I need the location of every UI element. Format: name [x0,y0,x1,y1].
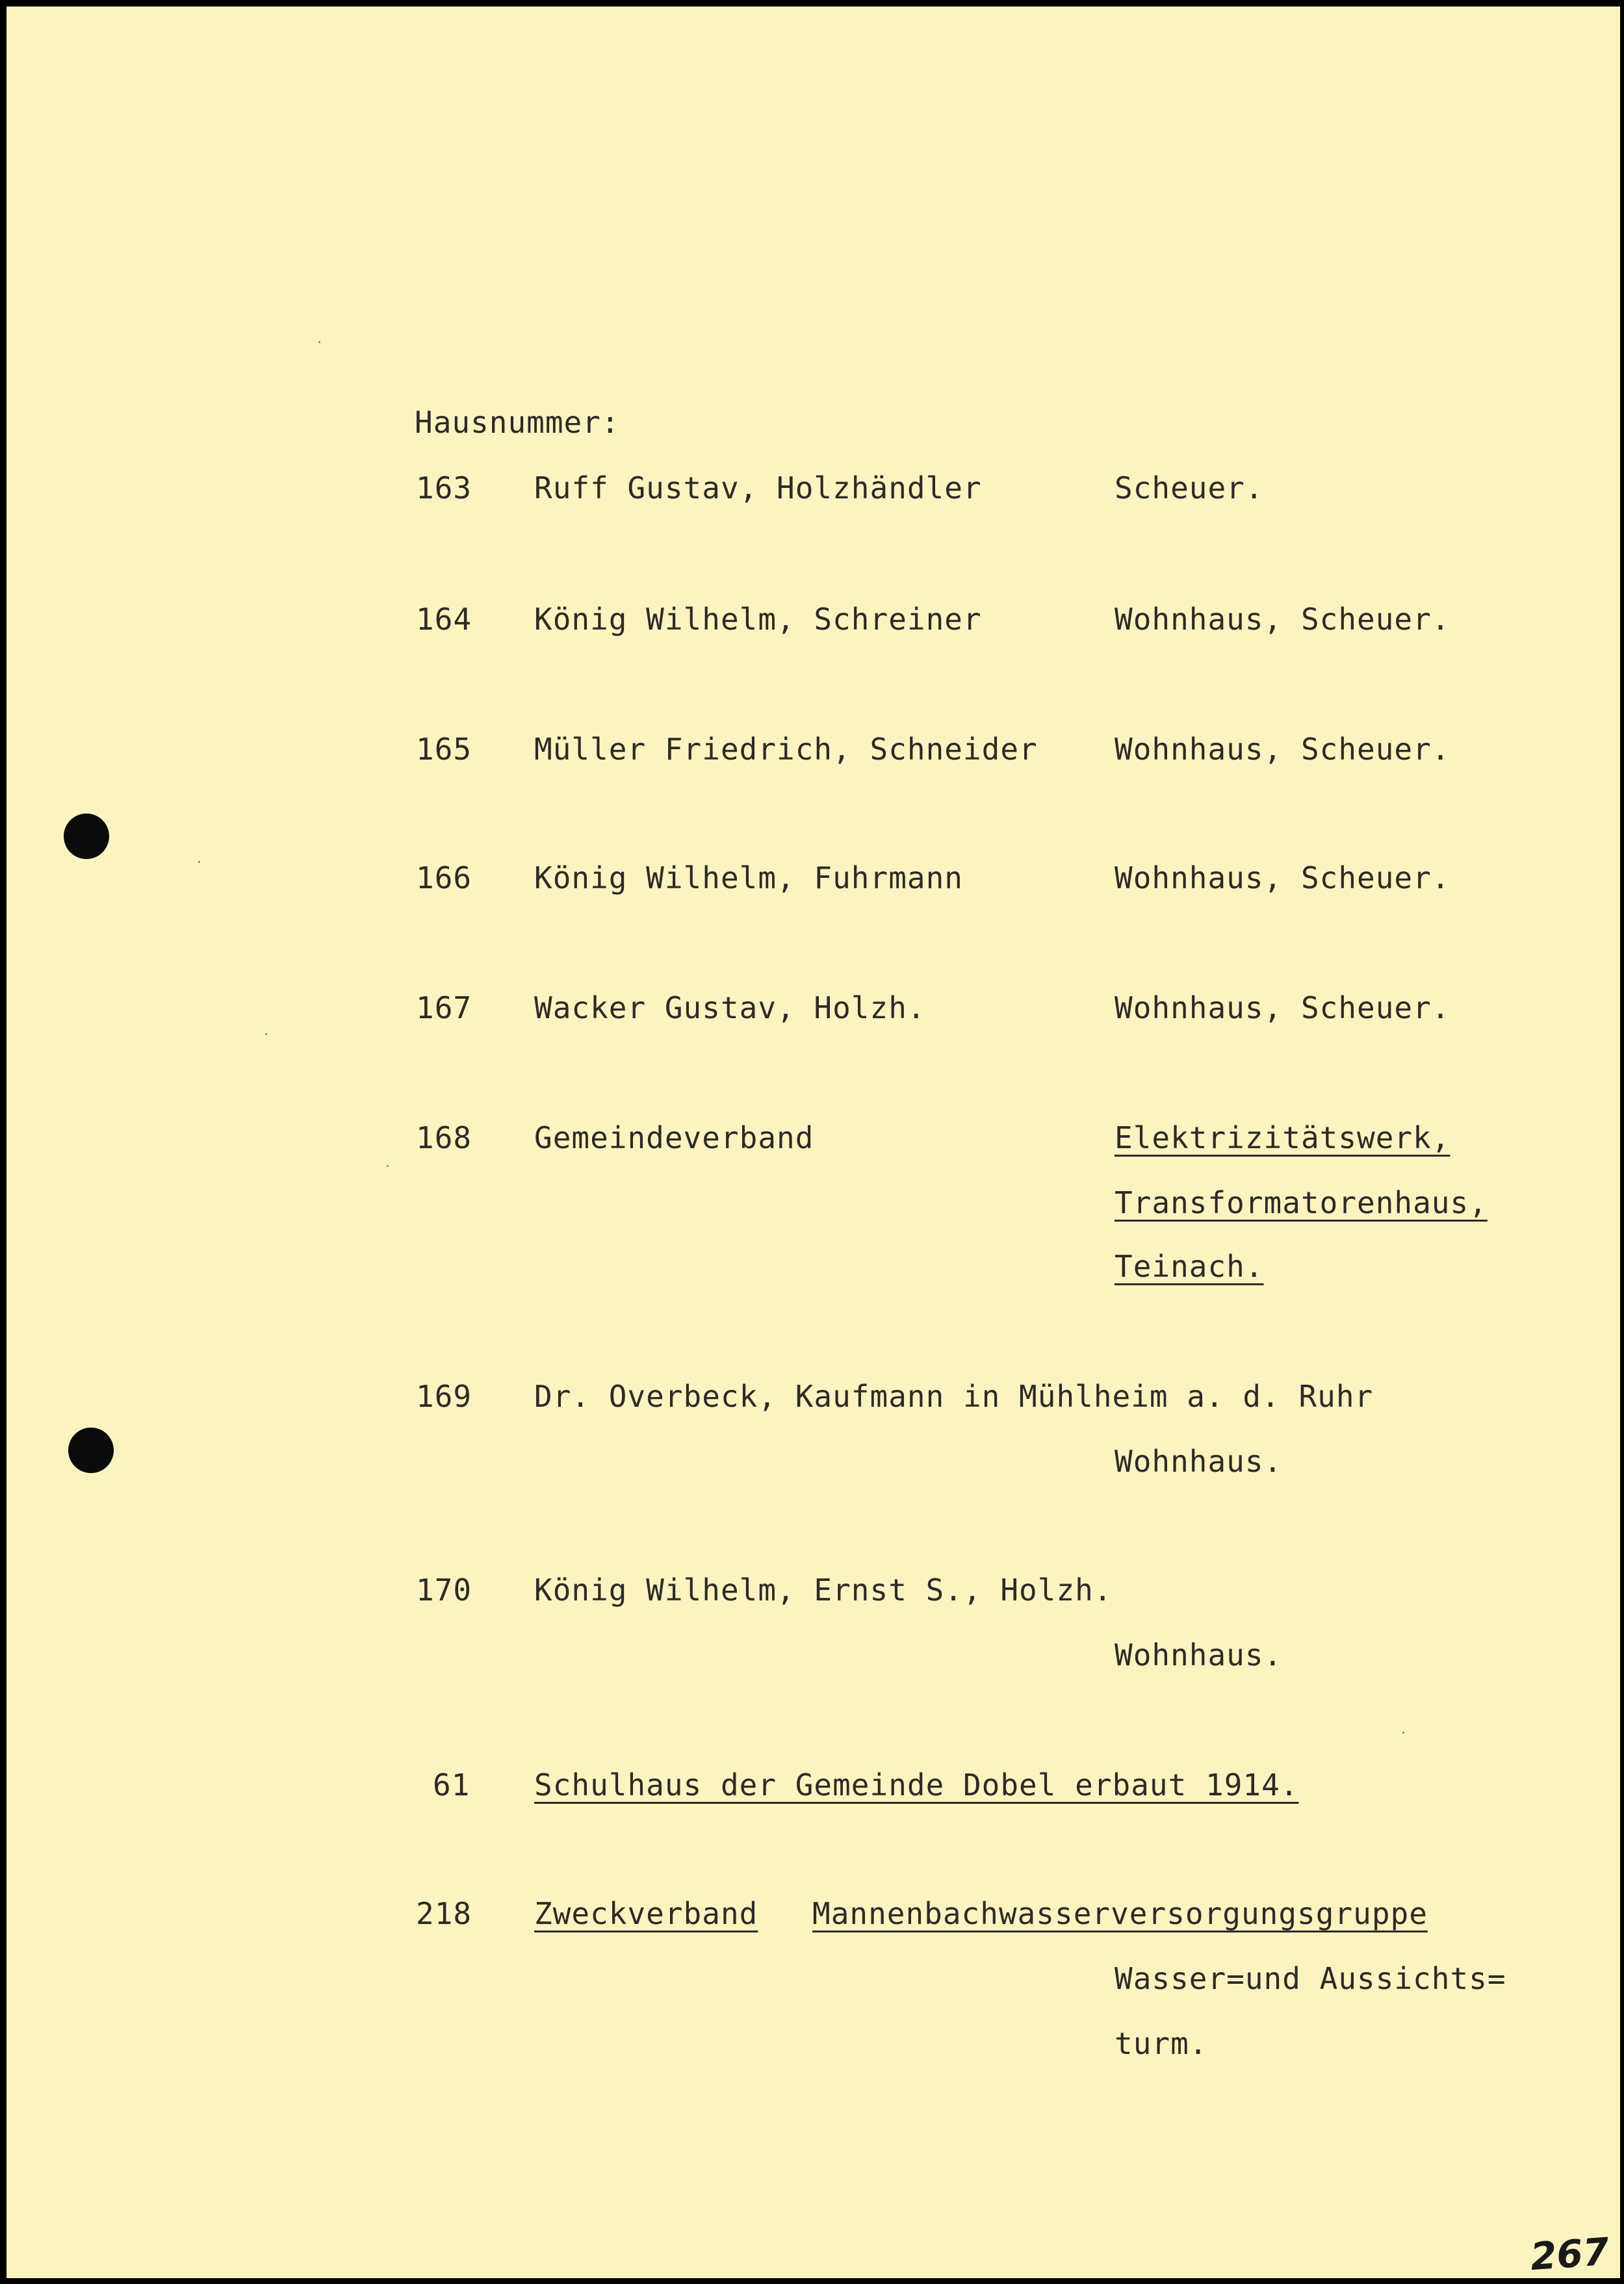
entry-name: Müller Friedrich, Schneider [534,732,1038,767]
entry-number: 169 [416,1379,472,1414]
entry-name: König Wilhelm, Schreiner [534,602,982,637]
entry-number: 170 [416,1572,472,1608]
entry-name: Schulhaus der Gemeinde Dobel erbaut 1914. [534,1767,1299,1803]
entry-building: Scheuer. [1115,470,1264,506]
entry-number: 218 [416,1896,472,1931]
entry-building-line: Wasser=und Aussichts= [1115,1961,1506,1996]
paper-speck [198,861,200,863]
paper-speck [265,1033,267,1035]
entry-name: König Wilhelm, Fuhrmann [534,860,963,895]
entry-name: Zweckverband [534,1896,758,1931]
entry-name: Dr. Overbeck, Kaufmann in Mühlheim a. d. Ruhr [534,1379,1374,1414]
entry-number: 165 [416,732,472,767]
entry-number: 61 [433,1767,470,1803]
page-number: 267 [1528,2229,1611,2279]
entry-name-secondary: Mannenbachwasserversorgungsgruppe [812,1896,1428,1931]
entry-building: Wohnhaus, Scheuer. [1115,602,1450,637]
entry-building: Wohnhaus, Scheuer. [1115,990,1450,1025]
entry-number: 163 [416,470,472,506]
entry-building-line: turm. [1115,2026,1208,2061]
paper-speck [387,1165,389,1167]
entry-building: Wohnhaus, Scheuer. [1115,732,1450,767]
entry-name: Ruff Gustav, Holzhändler [534,470,982,506]
entry-building-line: Transformatorenhaus, [1115,1185,1488,1220]
entry-number: 167 [416,990,472,1025]
punch-hole-top [64,814,109,859]
document-page [6,6,1620,2278]
entry-number: 166 [416,860,472,895]
paper-speck [318,341,320,343]
entry-building: Wohnhaus. [1115,1444,1283,1479]
entry-number: 168 [416,1120,472,1155]
heading-hausnummer: Hausnummer: [415,405,620,440]
entry-building-line: Elektrizitätswerk, [1115,1120,1450,1155]
entry-building: Wohnhaus, Scheuer. [1115,860,1450,895]
entry-number: 164 [416,602,472,637]
punch-hole-bottom [68,1428,114,1473]
paper-speck [1402,1732,1404,1734]
entry-building: Wohnhaus. [1115,1637,1283,1673]
entry-name: König Wilhelm, Ernst S., Holzh. [534,1572,1113,1608]
entry-name: Wacker Gustav, Holzh. [534,990,926,1025]
entry-building-line: Teinach. [1115,1249,1264,1284]
entry-name: Gemeindeverband [534,1120,814,1155]
